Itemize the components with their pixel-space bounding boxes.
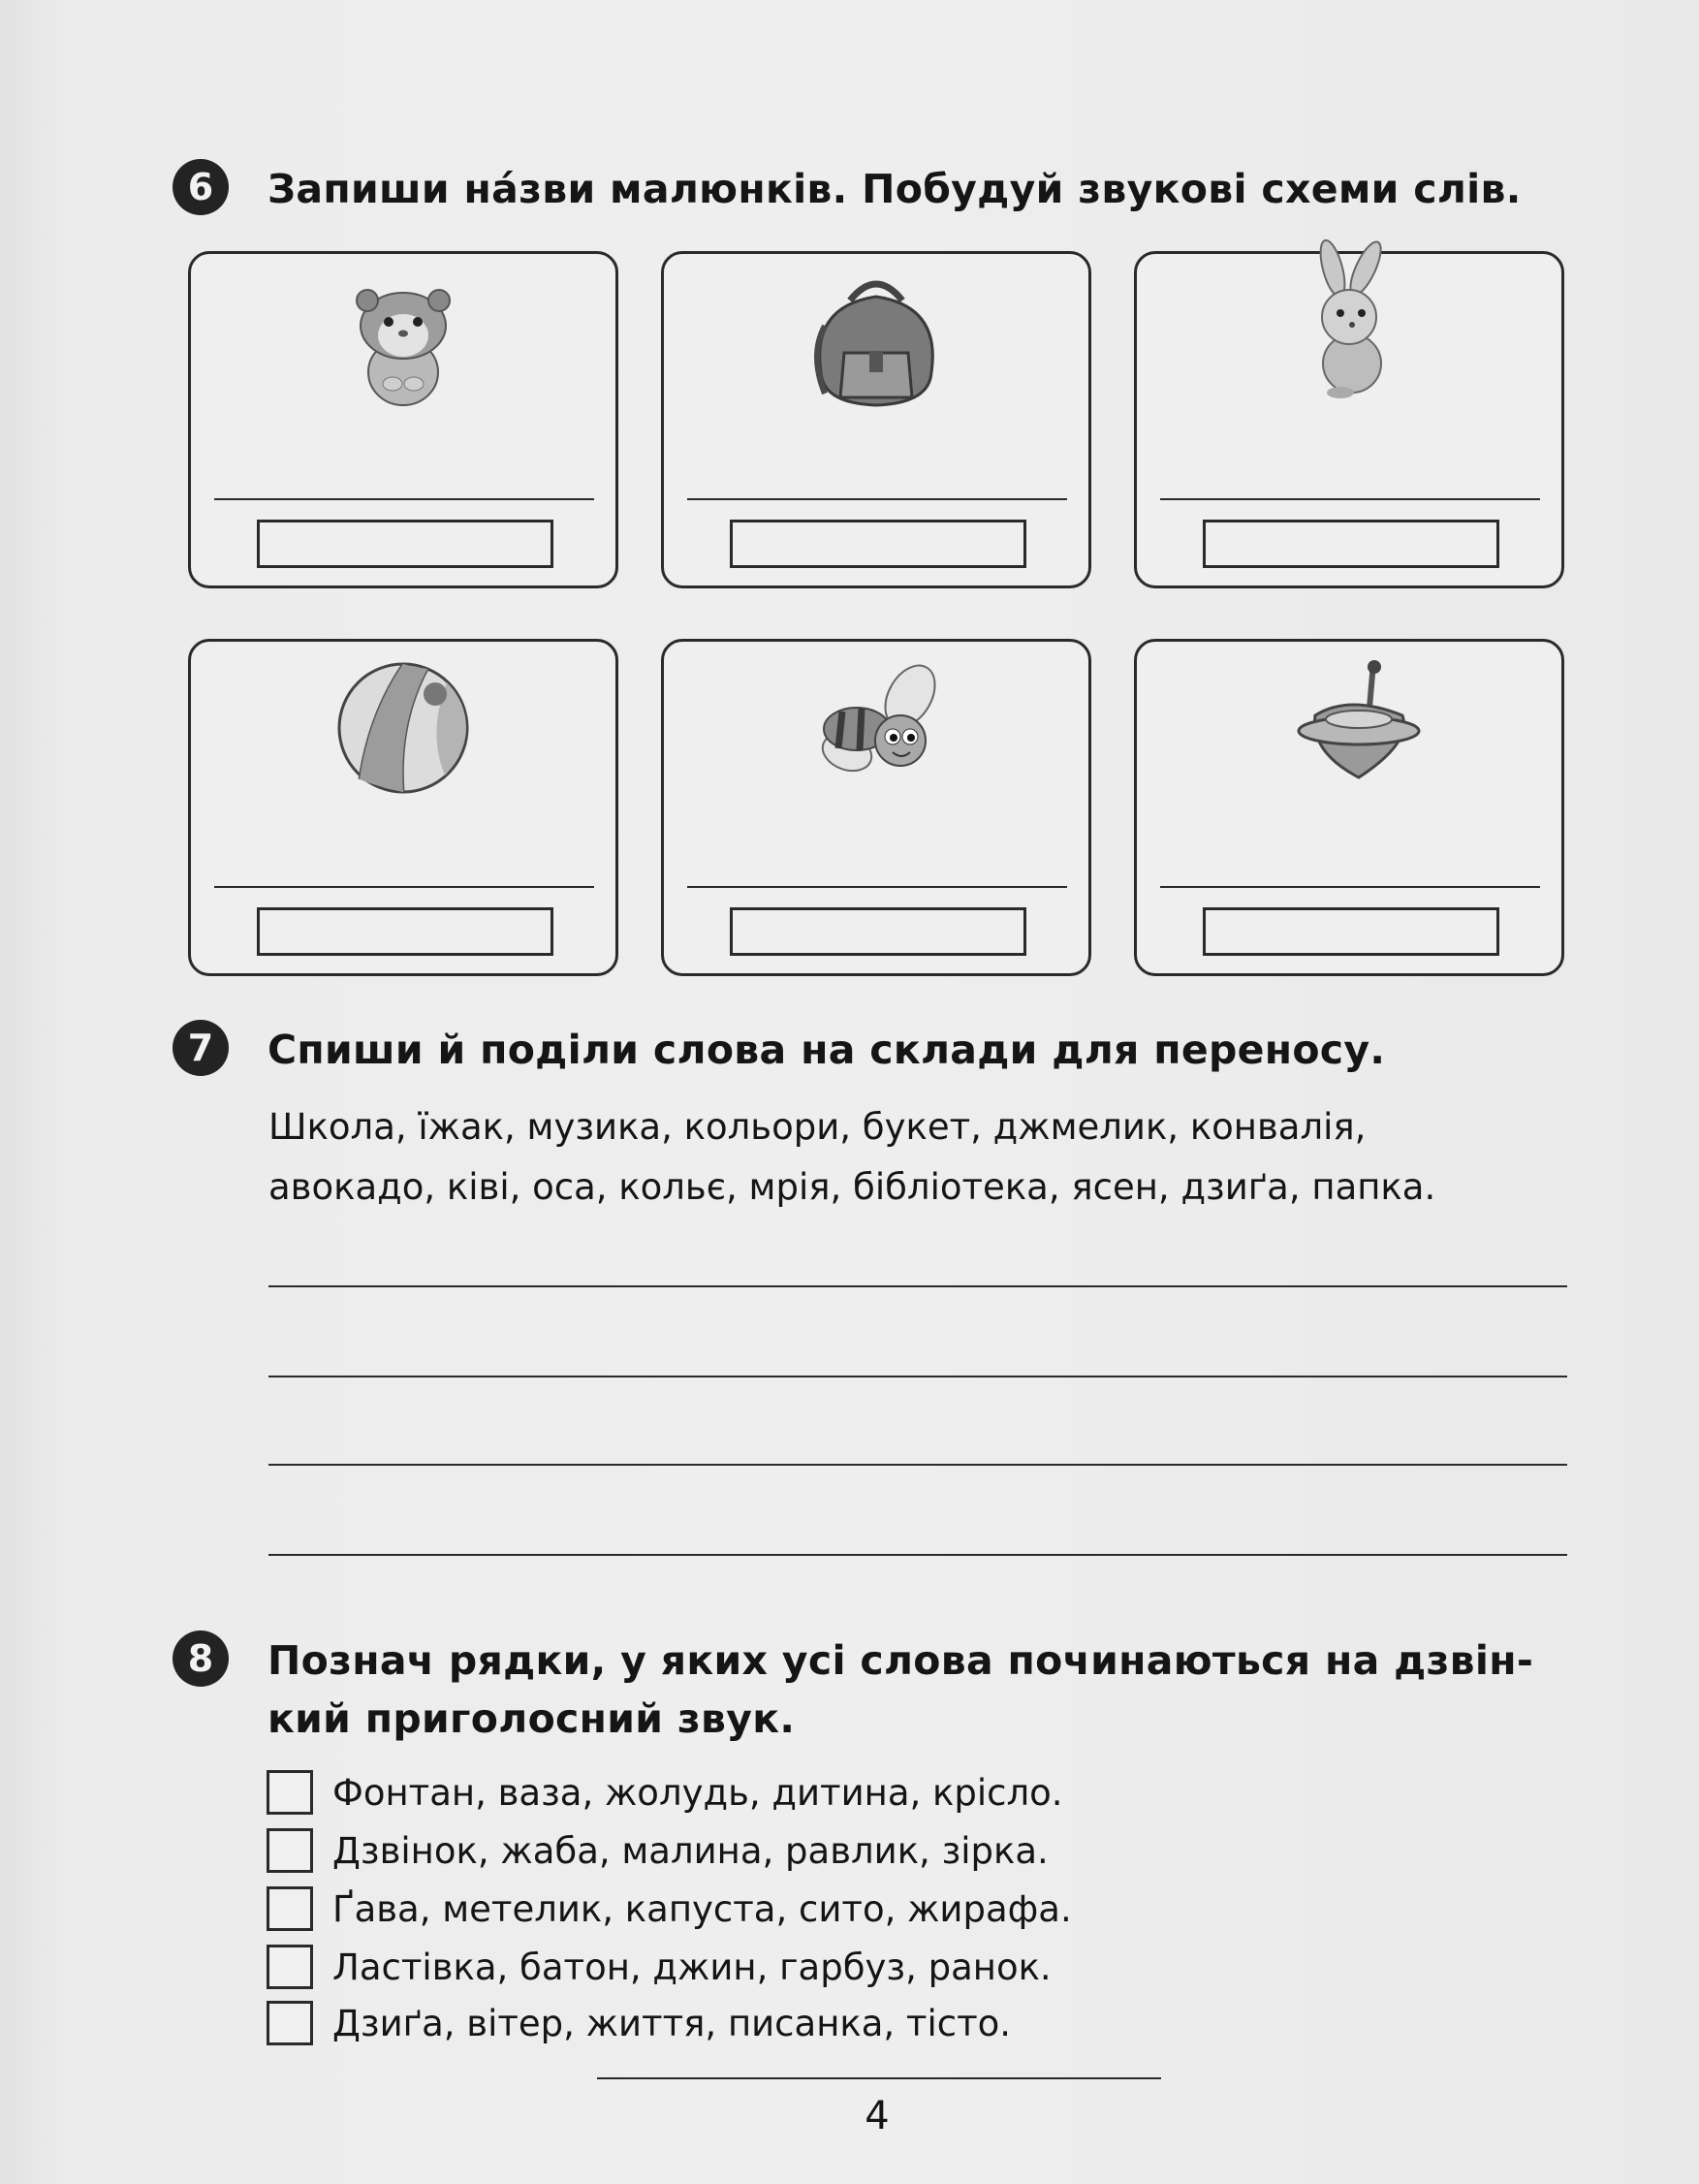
picture-card-2 [661,251,1091,588]
picture-card-6 [1134,639,1564,976]
words-line-1: Школа, їжак, музика, кольори, букет, джмелик, конвалія, [268,1106,1367,1148]
sound-scheme-box[interactable] [1203,907,1499,956]
page-number: 4 [865,2094,890,2138]
spinning-top-icon [1276,655,1422,801]
writing-line-1[interactable] [268,1285,1567,1287]
answer-line[interactable] [1160,498,1540,500]
bunny-icon [1276,225,1422,399]
option-text: Дзвінок, жаба, малина, равлик, зірка. [332,1829,1049,1872]
footer-divider [597,2077,1161,2079]
task-6-title: Запиши на́зви малюнків. Побудуй звукові схеми слів. [267,166,1522,212]
option-row-2[interactable] [267,1824,1049,1877]
sound-scheme-box[interactable] [257,520,553,568]
answer-line[interactable] [214,886,594,888]
sound-scheme-box[interactable] [257,907,553,956]
answer-line[interactable] [214,498,594,500]
checkbox[interactable] [267,1945,313,1989]
option-row-1[interactable] [267,1766,1063,1819]
answer-line[interactable] [687,886,1067,888]
task-8-title-line-1: Познач рядки, у яких усі слова починаються на дзвін- [267,1637,1534,1684]
option-text: Ластівка, батон, джин, гарбуз, ранок. [332,1946,1052,1988]
option-text: Дзиґа, вітер, життя, писанка, тісто. [332,2002,1012,2044]
task-7-title: Спиши й поділи слова на склади для переносу. [267,1027,1386,1073]
writing-line-2[interactable] [268,1376,1567,1377]
picture-card-3 [1134,251,1564,588]
task-8-title-line-2: кий приголосний звук. [267,1695,796,1742]
option-row-4[interactable] [267,1941,1052,1993]
checkbox[interactable] [267,2001,313,2045]
picture-card-4 [188,639,618,976]
backpack-icon [803,268,949,413]
option-text: Ґава, метелик, капуста, сито, жирафа. [332,1887,1072,1930]
task-8-number: 8 [173,1630,229,1687]
answer-line[interactable] [1160,886,1540,888]
writing-line-3[interactable] [268,1464,1567,1466]
option-row-5[interactable] [267,1997,1011,2049]
task-7-number: 7 [173,1020,229,1076]
bee-icon [803,655,949,801]
checkbox[interactable] [267,1828,313,1873]
sound-scheme-box[interactable] [730,520,1026,568]
task-7-words [268,1097,1587,1218]
checkbox[interactable] [267,1886,313,1931]
task-6-number: 6 [173,159,229,215]
sound-scheme-box[interactable] [1203,520,1499,568]
checkbox[interactable] [267,1770,313,1815]
words-line-2: авокадо, ківі, оса, кольє, мрія, бібліотека, ясен, дзиґа, папка. [268,1166,1436,1208]
hamster-icon [330,268,476,413]
ball-icon [330,655,476,801]
picture-card-1 [188,251,618,588]
answer-line[interactable] [687,498,1067,500]
option-text: Фонтан, ваза, жолудь, дитина, крісло. [332,1771,1063,1814]
sound-scheme-box[interactable] [730,907,1026,956]
picture-card-5 [661,639,1091,976]
writing-line-4[interactable] [268,1554,1567,1556]
option-row-3[interactable] [267,1883,1072,1935]
